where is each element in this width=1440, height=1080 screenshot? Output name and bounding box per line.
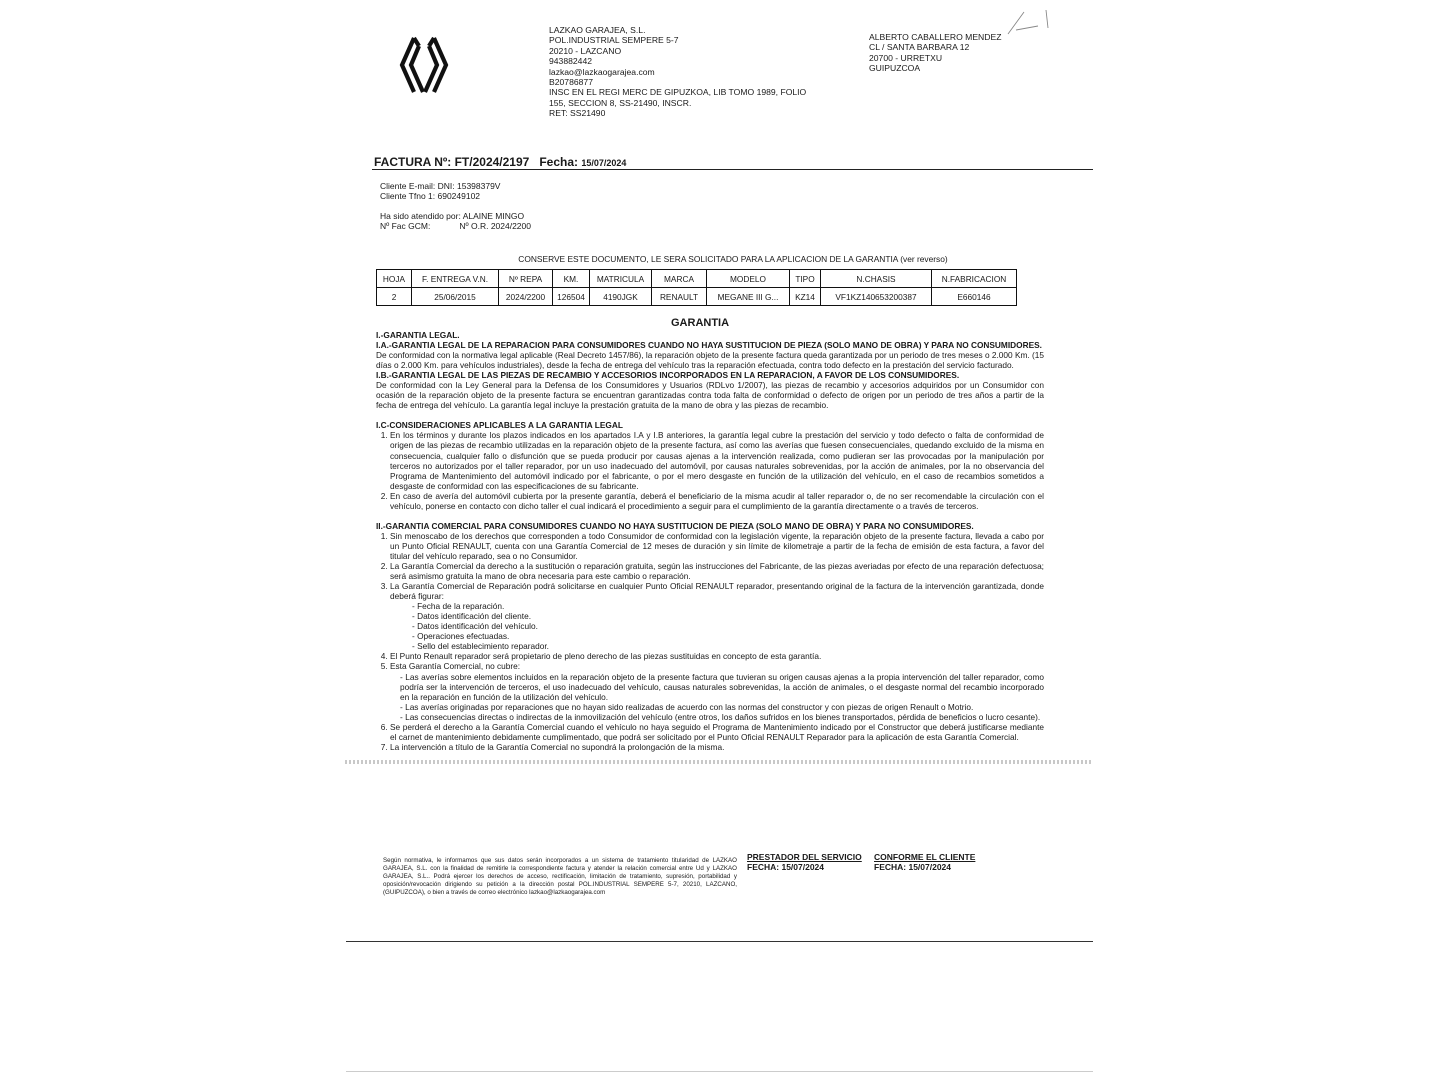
sub-list-item: - Las averías originadas por reparaciones que no hayan sido realizadas de acuerdo con las normas del constructor y con piezas de origen Renault o Motrio. [400, 702, 1044, 712]
fac-gcm-label: Nº Fac GCM: [380, 221, 431, 232]
table-header: KM. [553, 270, 590, 288]
table-header: N.FABRICACION [932, 270, 1017, 288]
sub-list-item: - Datos identificación del cliente. [412, 611, 1044, 621]
table-cell: 2 [377, 288, 412, 306]
page-edge-line [346, 1071, 1093, 1072]
table-header: N.CHASIS [821, 270, 932, 288]
numbered-list [376, 531, 1044, 752]
footer-divider [346, 941, 1093, 942]
table-header: HOJA [377, 270, 412, 288]
client-signature-block [874, 852, 975, 872]
header-divider [372, 169, 1093, 170]
numbered-list [376, 430, 1044, 510]
section-heading: I.C-CONSIDERACIONES APLICABLES A LA GARANTIA LEGAL [376, 420, 623, 431]
warranty-body [376, 330, 1044, 752]
pen-mark [1004, 6, 1052, 42]
table-header: F. ENTREGA V.N. [412, 270, 499, 288]
customer-address: ALBERTO CABALLERO MENDEZ CL / SANTA BARBARA 12 20700 - URRETXU GUIPUZCOA [869, 32, 1002, 74]
list-item: 1. En los términos y durante los plazos indicados en los apartados I.A y I.B anteriores, la garantía legal cubre la prestación del servicio y todo defecto o falta de conformidad de origen de las piezas de recambio utilizadas en la reparación objeto de la presente factura, así como las averías que fuesen consecuenciales, quedando excluido de la misma en consecuencia, cualquier fallo o disfunción que se pueda producir por causas ajenas a la intervención realizada, como pudieran ser las provocadas por la manipulación por terceros no autorizados por el taller reparador, por un uso inadecuado del automóvil, por causas naturales sobrevenidas, por la acción de animales, por la no observancia del Programa de Mantenimiento del automóvil indicado por el fabricante, o por el mero desgaste en función de la utilización del vehículo, en el caso de recambios sometidos a desgaste de conformidad con las especificaciones de su fabricante. [390, 430, 1044, 490]
table-row [377, 288, 1017, 306]
company-details: LAZKAO GARAJEA, S.L. POL.INDUSTRIAL SEMPERE 5-7 20210 - LAZCANO 943882442 lazkao@lazkaogarajea.com B20786877 INSC EN EL REGI MERC DE GIPUZKOA, LIB TOMO 1989, FOLIO 155, SECCION 8, SS-21490, INSCR. RET: SS21490 [549, 25, 807, 119]
privacy-notice: Según normativa, le informamos que sus datos serán incorporados a un sistema de tratamiento titularidad de LAZKAO GARAJEA, S.L. con la finalidad de remitirle la correspondiente factura y atender la relación comercial entre Ud y LAZKAO GARAJEA, S.L.. Podrá ejercer los derechos de acceso, rectificación, limitación de tratamiento, supresión, portabilidad y oposición/revocación dirigiendo su petición a la dirección postal POL.INDUSTRIAL SEMPERE 5-7, 20210, LAZCANO, (GUIPUZCOA), o bien a través de correo electrónico lazkao@lazkaogarajea.com [383, 857, 737, 896]
provider-signature-block [747, 852, 862, 872]
provider-date: FECHA: 15/07/2024 [747, 862, 825, 872]
attended-by: Ha sido atendido por: ALAINE MINGO [380, 211, 525, 221]
list-item: 2. La Garantía Comercial da derecho a la sustitución o reparación gratuita, según las instrucciones del Fabricante, de las piezas averiadas por efecto de una reparación defectuosa; será asimismo gratuita la mano de obra necesaria para este cambio o reparación. [390, 561, 1044, 581]
list-item-text: La Garantía Comercial de Reparación podrá solicitarse en cualquier Punto Oficial RENAULT reparador, presentando original de la factura de la intervención garantizada, donde deberá figurar: [390, 581, 1044, 602]
invoice-number: FACTURA Nº: FT/2024/2197 [374, 155, 530, 169]
table-cell: RENAULT [652, 288, 707, 306]
table-header: MARCA [652, 270, 707, 288]
conserve-notice: CONSERVE ESTE DOCUMENTO, LE SERA SOLICITADO PARA LA APLICACION DE LA GARANTIA (ver reverso) [518, 254, 948, 264]
list-item: 4. El Punto Renault reparador será propietario de pleno derecho de las piezas sustituidas en concepto de esta garantía. [390, 651, 1044, 661]
table-cell: KZ14 [790, 288, 821, 306]
table-header: TIPO [790, 270, 821, 288]
spacer [376, 410, 1044, 420]
sub-list-item: - Datos identificación del vehículo. [412, 621, 1044, 631]
table-cell: 25/06/2015 [412, 288, 499, 306]
list-item [390, 661, 1044, 721]
or-number: Nº O.R. 2024/2200 [459, 221, 531, 232]
table-cell: VF1KZ140653200387 [821, 288, 932, 306]
table-header: MATRICULA [590, 270, 652, 288]
service-info [380, 211, 531, 231]
sub-list [390, 672, 1044, 722]
table-header: MODELO [707, 270, 790, 288]
list-item [390, 581, 1044, 651]
client-date: FECHA: 15/07/2024 [874, 862, 952, 872]
invoice-heading [374, 155, 626, 169]
client-label: CONFORME EL CLIENTE [874, 852, 976, 862]
warranty-title: GARANTIA [671, 317, 730, 329]
sub-list-item: - Fecha de la reparación. [412, 601, 1044, 611]
renault-diamond-logo [399, 34, 449, 96]
section-heading: I.A.-GARANTIA LEGAL DE LA REPARACION PARA CONSUMIDORES CUANDO NO HAYA SUSTITUCION DE PIEZA (SOLO MANO DE OBRA) Y PARA NO CONSUMIDORES. [376, 340, 1042, 351]
table-cell: 4190JGK [590, 288, 652, 306]
spacer [376, 511, 1044, 521]
list-item: 2. En caso de avería del automóvil cubierta por la presente garantía, deberá el beneficiario de la misma acudir al taller reparador o, de no ser recomendable la circulación con el vehículo, ponerse en contacto con dicho taller el cual indicará el procedimiento a seguir para el cumplimiento de la garantía directamente o a través de terceros. [390, 491, 1044, 511]
list-item: 7. La intervención a título de la Garantía Comercial no supondrá la prolongación de la misma. [390, 742, 1044, 752]
section-heading: I.-GARANTIA LEGAL. [376, 330, 460, 340]
table-cell: 2024/2200 [499, 288, 553, 306]
client-contact: Cliente E-mail: DNI: 15398379V Cliente Tfno 1: 690249102 [380, 181, 501, 202]
invoice-date-label: Fecha: [539, 155, 579, 169]
table-cell: E660146 [932, 288, 1017, 306]
vehicle-table [376, 269, 1017, 306]
invoice-date: 15/07/2024 [581, 158, 627, 168]
list-item: 1. Sin menoscabo de los derechos que corresponden a todo Consumidor de conformidad con la legislación vigente, la reparación objeto de la presente factura, llevada a cabo por un Punto Oficial RENAULT, cuenta con una Garantía Comercial de 12 meses de duración y sin límite de kilometraje a partir de la fecha de emisión de esta factura, a favor del titular del vehículo reparado, sea o no Consumidor. [390, 531, 1044, 561]
table-cell: MEGANE III G... [707, 288, 790, 306]
section-heading: II.-GARANTIA COMERCIAL PARA CONSUMIDORES CUANDO NO HAYA SUSTITUCION DE PIEZA (SOLO MANO DE OBRA) Y PARA NO CONSUMIDORES. [376, 520, 974, 531]
sub-list-item: - Sello del establecimiento reparador. [412, 641, 1044, 651]
table-header: Nº REPA [499, 270, 553, 288]
section-heading: I.B.-GARANTIA LEGAL DE LAS PIEZAS DE RECAMBIO Y ACCESORIOS INCORPORADOS EN LA REPARACION, A FAVOR DE LOS CONSUMIDORES. [376, 370, 960, 381]
section-text: De conformidad con la Ley General para la Defensa de los Consumidores y Usuarios (RDLvo 1/2007), las piezas de recambio y accesorios adquiridos por un Consumidor con ocasión de la reparación objeto de la presente factura se encuentran garantizadas contra toda falta de conformidad o defecto de origen por un periodo de tres años a partir de la fecha de entrega del vehículo. La garantía legal incluye la prestación gratuita de la mano de obra y las piezas de recambio. [376, 380, 1044, 411]
scan-artifact-line [345, 760, 1093, 764]
table-header-row [377, 270, 1017, 288]
section-text: De conformidad con la normativa legal aplicable (Real Decreto 1457/86), la reparación objeto de la presente factura queda garantizada por un periodo de tres meses o 2.000 Km. (15 días o 2.000 Km. para vehículos industriales), desde la fecha de entrega del vehículo tras la reparación efectuada, contra todo defecto en la prestación del servicio facturado. [376, 350, 1044, 371]
list-item-text: Esta Garantía Comercial, no cubre: [390, 661, 521, 672]
sub-list-item: - Las averías sobre elementos incluidos en la reparación objeto de la presente factura que tuvieran su origen causas ajenas a la propia intervención del taller reparador, como podría ser la intervención de terceros, el uso inadecuado del vehículo, causas naturales sobrevenidas, la acción de animales, o el desgaste normal del recambio incorporado en la reparación en función de la utilización del vehículo. [400, 672, 1044, 702]
list-item: 6. Se perderá el derecho a la Garantía Comercial cuando el vehículo no haya seguido el Programa de Mantenimiento indicado por el Constructor que deberá justificarse mediante el carnet de mantenimiento debidamente cumplimentado, que podrá ser solicitado por el Punto Oficial RENAULT Reparador para la aplicación de esta Garantía Comercial. [390, 722, 1044, 742]
table-cell: 126504 [553, 288, 590, 306]
sub-list [390, 601, 1044, 651]
provider-label: PRESTADOR DEL SERVICIO [747, 852, 862, 862]
sub-list-item: - Operaciones efectuadas. [412, 631, 1044, 641]
sub-list-item: - Las consecuencias directas o indirectas de la inmovilización del vehículo (entre otros, los daños sufridos en los bienes transportados, pérdida de beneficios o lucro cesante). [400, 712, 1044, 722]
